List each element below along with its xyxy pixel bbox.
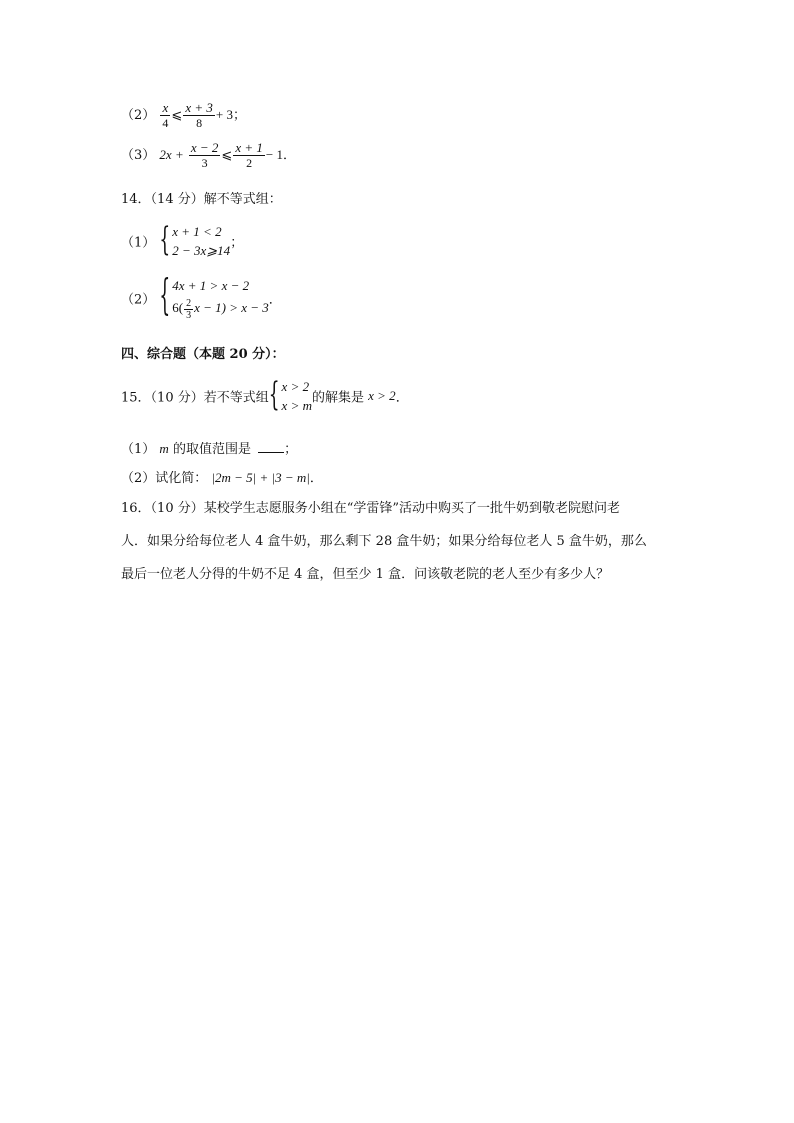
q13-part3-fraction-1 (189, 141, 221, 170)
system-row: x > m (281, 398, 312, 413)
q14-part1-system (159, 222, 230, 260)
q15-mid: 的解集是 (311, 390, 364, 406)
frac-denominator: 3 (201, 156, 208, 170)
frac-numerator: x + 1 (235, 140, 263, 155)
system-row: x + 1 < 2 (172, 224, 222, 239)
left-brace-icon: { (159, 271, 171, 322)
q15-part2-expression: |2m − 5| + |3 − m| (211, 470, 310, 485)
q13-part3-relation: ⩽ (221, 147, 233, 162)
frac-numerator: 2 (186, 297, 192, 309)
q14-part1-rows (172, 222, 230, 260)
system-row: 4x + 1 > x − 2 (172, 278, 250, 293)
q13-part2-rhs-fraction (183, 101, 215, 130)
q14-part2-label: （2） (121, 292, 156, 308)
left-brace-icon: { (268, 376, 280, 415)
q13-part3-lead: 2x + (159, 147, 184, 162)
system-row: 2 − 3x⩾14 (172, 243, 231, 258)
system-row-part: x − 1) > x − 3 (194, 300, 269, 315)
q15-part1-label: （1） (121, 442, 156, 457)
system-row: x > 2 (281, 379, 310, 394)
q15-rows (282, 377, 312, 415)
system-row (172, 297, 269, 321)
frac-denominator: 2 (246, 156, 253, 170)
q13-part2-relation: ⩽ (171, 107, 183, 122)
q15-system (269, 377, 312, 415)
q15-part1 (121, 438, 297, 457)
q14-part2-end: ． (268, 292, 282, 308)
frac-numerator: x − 2 (190, 140, 219, 155)
q16-line-3: 最后一位老人分得的牛奶不足 4 盒，但至少 1 盒．问该敬老院的老人至少有多少人？ (121, 567, 610, 582)
q14-part2 (121, 271, 282, 322)
q13-part3-end: ． (282, 148, 296, 163)
q15-stem (121, 377, 409, 415)
system-row-part: 6( (172, 300, 184, 315)
section4-title: 四、综合题（本题 20 分）： (121, 347, 285, 362)
frac-denominator: 3 (186, 309, 192, 321)
q13-part3-tail: − 1 (265, 147, 283, 162)
q13-part3-label: （3） (121, 148, 156, 163)
q15-part2-end: ． (309, 471, 323, 486)
q15-part1-end: ； (284, 442, 298, 457)
q15-end: ． (395, 390, 409, 406)
q13-part2 (121, 101, 246, 130)
answer-blank[interactable] (258, 440, 284, 453)
frac-denominator: 4 (162, 116, 169, 130)
q15-part1-var: m (159, 441, 169, 456)
q13-part3-fraction-2 (233, 141, 265, 170)
q16-line-1: 16．（10 分）某校学生志愿服务小组在“学雷锋”活动中购买了一批牛奶到敬老院慰问老 (121, 501, 621, 516)
q15-part1-text: 的取值范围是 (172, 442, 251, 457)
q14-part1 (121, 222, 243, 260)
system-row-fraction (184, 298, 193, 321)
q14-part1-label: （1） (121, 235, 156, 251)
q13-part2-label: （2） (121, 108, 156, 123)
q14-header: 14．（14 分）解不等式组： (121, 192, 282, 207)
q15-lead: 15．（10 分）若不等式组 (121, 390, 269, 406)
q15-solution: x > 2 (368, 388, 396, 403)
q13-part3 (121, 141, 296, 170)
q16-line-2: 人．如果分给每位老人 4 盒牛奶，那么剩下 28 盒牛奶；如果分给每位老人 5 盒牛奶，那么 (121, 534, 647, 549)
q13-part2-end: ； (232, 108, 246, 123)
q14-part2-rows (172, 275, 269, 321)
q15-part2 (121, 467, 323, 486)
q13-part2-lhs-fraction (160, 101, 170, 130)
q14-part2-system (159, 271, 269, 322)
frac-numerator: x (160, 101, 170, 116)
q14-part1-end: ； (230, 235, 244, 251)
frac-numerator: x + 3 (185, 100, 213, 115)
q13-part2-tail: + 3 (215, 107, 233, 122)
left-brace-icon: { (159, 221, 171, 260)
q15-part2-label: （2）试化简： (121, 471, 208, 486)
frac-denominator: 8 (196, 116, 203, 130)
